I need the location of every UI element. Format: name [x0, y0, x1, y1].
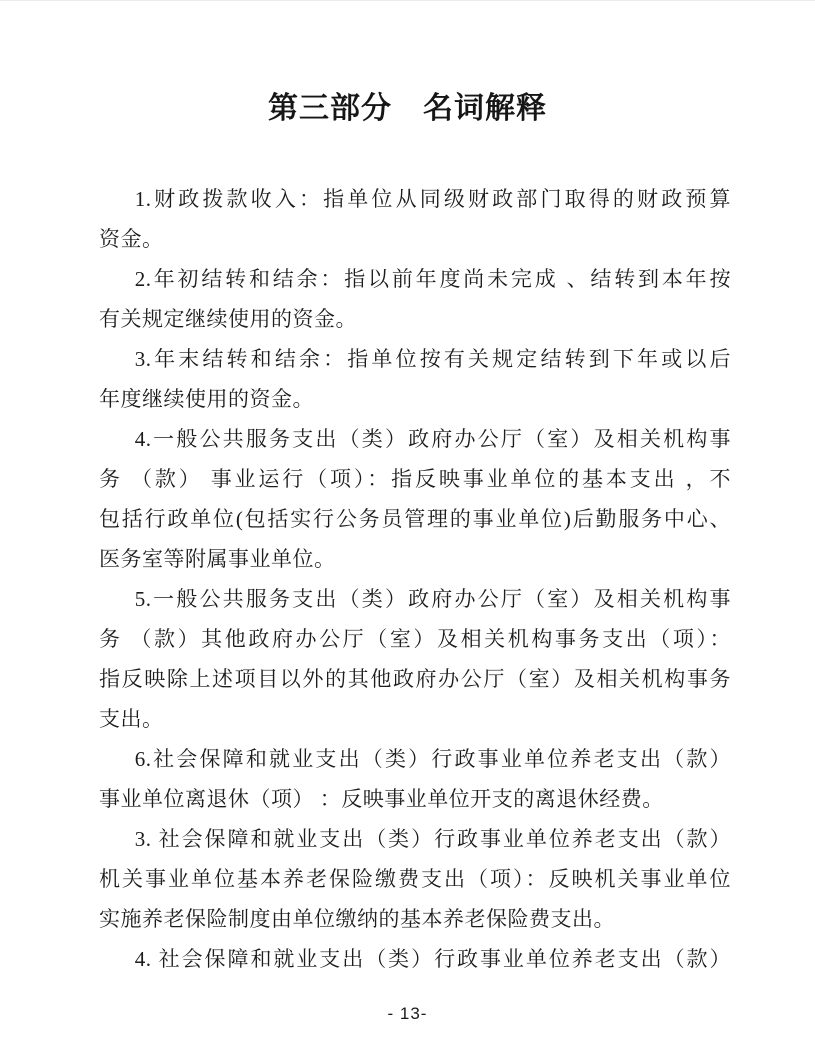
text-line: 支出。	[99, 707, 164, 731]
text-line: 务 （款）其他政府办公厅（室）及相关机构事务支出（项）：	[99, 627, 731, 651]
text-line: 年度继续使用的资金。	[99, 387, 314, 411]
text-line: 医务室等附属事业单位。	[99, 547, 336, 571]
text-line: 3. 社会保障和就业支出（类）行政事业单位养老支出（款）	[134, 827, 731, 851]
text-line: 6.社会保障和就业支出（类）行政事业单位养老支出（款）	[134, 747, 731, 771]
text-line: 3.年末结转和结余：指单位按有关规定结转到下年或以后	[134, 347, 731, 371]
page-number: - 13-	[387, 1004, 428, 1023]
text-line: 5.一般公共服务支出（类）政府办公厅（室）及相关机构事	[134, 587, 731, 611]
text-line: 4. 社会保障和就业支出（类）行政事业单位养老支出（款）	[134, 947, 731, 971]
text-line: 1.财政拨款收入：指单位从同级财政部门取得的财政预算	[134, 187, 731, 211]
page-title: 第三部分 名词解释	[268, 92, 547, 125]
text-line: 事业单位离退休（项） ：反映事业单位开支的离退休经费。	[99, 787, 664, 811]
text-line: 资金。	[99, 227, 164, 251]
text-line: 4.一般公共服务支出（类）政府办公厅（室）及相关机构事	[134, 427, 731, 451]
document-body	[99, 179, 731, 979]
text-line: 机关事业单位基本养老保险缴费支出（项）：反映机关事业单位	[99, 867, 731, 891]
text-line: 指反映除上述项目以外的其他政府办公厅（室）及相关机构事务	[99, 667, 731, 691]
text-line: 实施养老保险制度由单位缴纳的基本养老保险费支出。	[99, 907, 615, 931]
text-line: 有关规定继续使用的资金。	[99, 307, 357, 331]
text-line: 务 （款） 事业运行（项）：指反映事业单位的基本支出 ，不	[99, 467, 731, 491]
text-line: 2.年初结转和结余：指以前年度尚未完成 、结转到本年按	[134, 267, 731, 291]
text-line: 包括行政单位(包括实行公务员管理的事业单位)后勤服务中心、	[99, 507, 731, 531]
